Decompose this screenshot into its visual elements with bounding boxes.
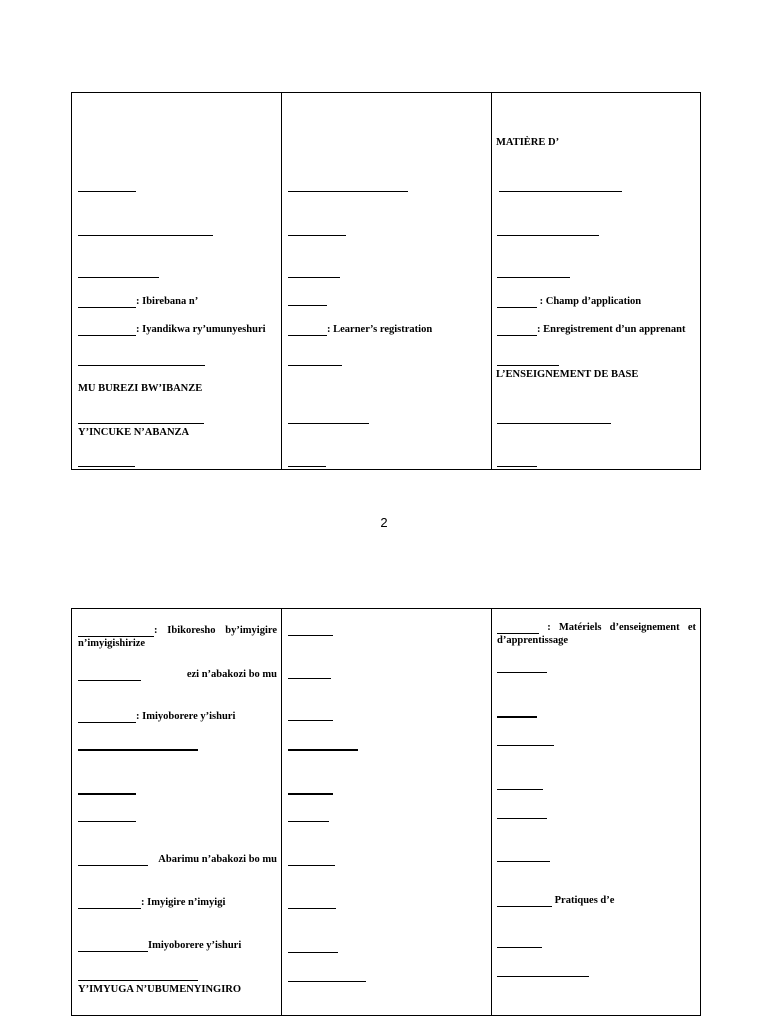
entry-materiels bbox=[497, 621, 696, 647]
blank-line bbox=[497, 789, 543, 790]
blank-line bbox=[288, 635, 333, 636]
entry-imyigire bbox=[78, 896, 225, 909]
blank-line bbox=[78, 941, 148, 952]
entry-text: : Imyigire n’imyigi bbox=[141, 897, 226, 908]
blank-line bbox=[288, 678, 331, 679]
entry-abarimu bbox=[78, 853, 277, 866]
blank-line bbox=[78, 749, 198, 751]
blank-line bbox=[497, 423, 611, 424]
entry-champ bbox=[497, 295, 641, 308]
glossary-table-page-2 bbox=[71, 608, 701, 1016]
entry-ezi bbox=[78, 668, 277, 681]
entry-text: : Ibirebana n’ bbox=[136, 296, 199, 307]
blank-line bbox=[497, 818, 547, 819]
blank-line bbox=[288, 821, 329, 822]
entry-enregistrement bbox=[497, 323, 685, 336]
blank-line bbox=[78, 423, 204, 424]
entry-text: : Imiyoborere y’ishuri bbox=[136, 711, 236, 722]
heading-mu-burezi: MU BUREZI BW’IBANZE bbox=[78, 383, 203, 394]
blank-line bbox=[499, 191, 622, 192]
heading-imyuga: Y’IMYUGA N’UBUMENYINGIRO bbox=[78, 984, 242, 995]
entry-text: Abarimu n’abakozi bo mu bbox=[158, 854, 277, 865]
blank-line bbox=[78, 980, 198, 981]
entry-learners-registration bbox=[288, 323, 432, 336]
blank-line bbox=[78, 670, 141, 681]
blank-line bbox=[78, 855, 148, 866]
entry-text: : Enregistrement d’un apprenant bbox=[537, 324, 686, 335]
entry-pratiques bbox=[497, 894, 614, 907]
blank-line bbox=[288, 908, 336, 909]
blank-line bbox=[288, 325, 327, 336]
blank-line bbox=[288, 305, 327, 306]
blank-line bbox=[78, 191, 136, 192]
column-english bbox=[281, 609, 492, 1015]
entry-ibikoresho bbox=[78, 624, 277, 650]
column-kinyarwanda bbox=[72, 609, 281, 1015]
blank-line bbox=[288, 720, 333, 721]
blank-line bbox=[497, 947, 542, 948]
blank-line bbox=[497, 623, 539, 634]
blank-line bbox=[78, 235, 213, 236]
column-french bbox=[491, 93, 701, 469]
entry-text: Imiyoborere y’ishuri bbox=[148, 940, 242, 951]
page-number: 2 bbox=[380, 515, 388, 530]
column-french bbox=[491, 609, 701, 1015]
blank-line bbox=[78, 821, 136, 822]
blank-line bbox=[288, 191, 408, 192]
entry-text: : Ibikoresho by’imyigire n’imyigishirize bbox=[78, 625, 277, 649]
blank-line bbox=[288, 749, 358, 751]
blank-line bbox=[78, 297, 136, 308]
blank-line bbox=[497, 976, 589, 977]
blank-line bbox=[78, 277, 159, 278]
heading-yincuke: Y’INCUKE N’ABANZA bbox=[78, 427, 190, 438]
blank-line bbox=[497, 325, 537, 336]
column-english bbox=[281, 93, 492, 469]
blank-line bbox=[497, 745, 554, 746]
blank-line bbox=[497, 672, 547, 673]
blank-line bbox=[288, 466, 326, 467]
blank-line bbox=[288, 277, 340, 278]
heading-matiere: MATIÈRE D’ bbox=[496, 137, 560, 148]
blank-line bbox=[288, 793, 333, 795]
blank-line bbox=[78, 793, 136, 795]
entry-text: : Iyandikwa ry’umunyeshuri bbox=[136, 324, 266, 335]
entry-iyandikwa bbox=[78, 323, 266, 336]
entry-text: Pratiques d’e bbox=[552, 895, 615, 906]
blank-line bbox=[288, 981, 366, 982]
blank-line bbox=[288, 865, 335, 866]
blank-line bbox=[497, 277, 570, 278]
blank-line bbox=[497, 365, 559, 366]
blank-line bbox=[78, 365, 205, 366]
entry-text: : Champ d’application bbox=[537, 296, 642, 307]
blank-line bbox=[288, 235, 346, 236]
blank-line bbox=[497, 235, 599, 236]
blank-line bbox=[78, 466, 135, 467]
blank-line bbox=[497, 716, 537, 718]
blank-line bbox=[497, 896, 552, 907]
blank-line bbox=[497, 297, 537, 308]
column-kinyarwanda bbox=[72, 93, 281, 469]
entry-ibirebana bbox=[78, 295, 198, 308]
blank-line bbox=[78, 626, 154, 637]
entry-imiyoborere bbox=[78, 710, 235, 723]
blank-line bbox=[288, 952, 338, 953]
blank-line bbox=[78, 898, 141, 909]
entry-text: ezi n’abakozi bo mu bbox=[186, 669, 277, 680]
blank-line bbox=[497, 861, 550, 862]
entry-text: : Learner’s registration bbox=[327, 324, 433, 335]
heading-enseignement: L’ENSEIGNEMENT DE BASE bbox=[496, 369, 639, 380]
blank-line bbox=[497, 466, 537, 467]
blank-line bbox=[78, 325, 136, 336]
blank-line bbox=[288, 365, 342, 366]
blank-line bbox=[78, 712, 136, 723]
glossary-table-page-1 bbox=[71, 92, 701, 470]
entry-text: : Matériels d’enseignement et d’apprentissage bbox=[497, 622, 696, 646]
entry-imiyoborere-2 bbox=[78, 939, 241, 952]
blank-line bbox=[288, 423, 369, 424]
